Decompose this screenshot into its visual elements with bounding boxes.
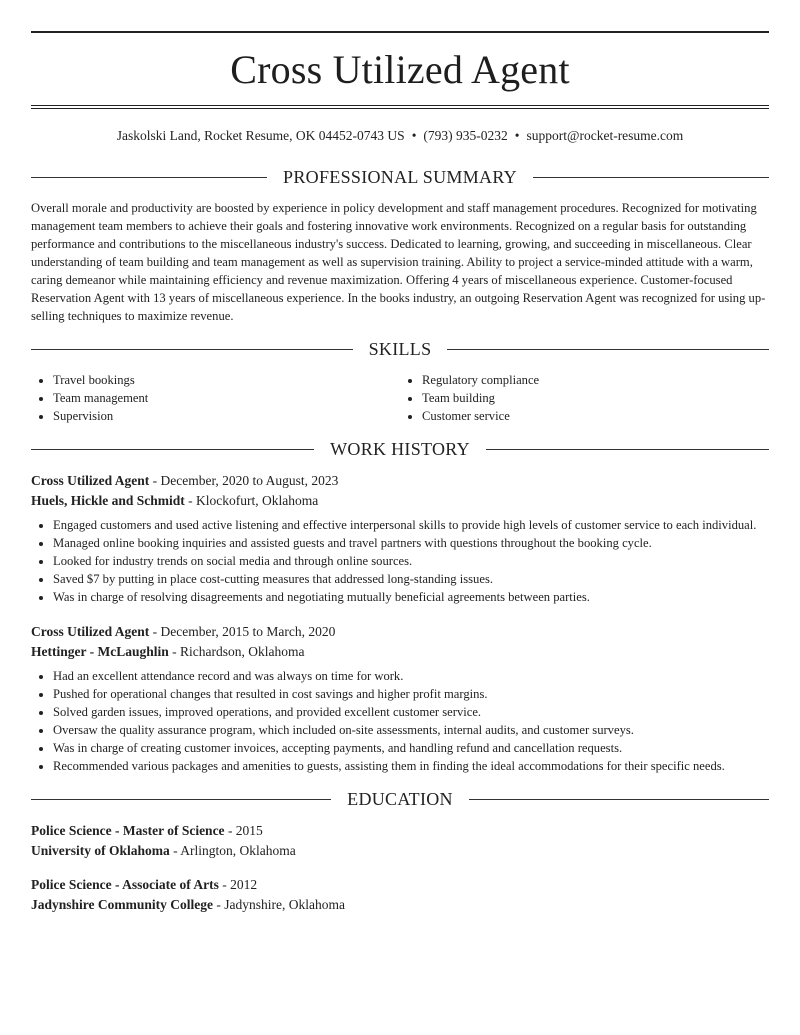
education-school-line: [31, 841, 769, 861]
job-employer: [31, 491, 769, 511]
job-bullet: • Was in charge of creating customer invoices, accepting payments, and handling refund and cancellation requests.: [53, 739, 769, 757]
education-school: University of Oklahoma: [31, 842, 170, 858]
job-employer: [31, 642, 769, 662]
section-header-skills: [31, 337, 769, 361]
job-bullet: • Pushed for operational changes that resulted in cost savings and higher profit margins.: [53, 685, 769, 703]
section-header-summary: [31, 165, 769, 189]
skill-item: • Travel bookings: [53, 371, 400, 389]
section-rule: [31, 349, 353, 350]
resume-page: [31, 0, 769, 914]
double-rule: [31, 105, 769, 109]
job-bullet: • Looked for industry trends on social media and through online sources.: [53, 552, 769, 570]
education-degree-line: [31, 875, 769, 895]
job-bullet: • Engaged customers and used active listening and effective interpersonal skills to provide high levels of customer service to each individual.: [53, 516, 769, 534]
job-dates: - December, 2020 to August, 2023: [149, 473, 339, 488]
skill-item: • Supervision: [53, 407, 400, 425]
education-degree-line: [31, 821, 769, 841]
contact-line: [31, 127, 769, 145]
section-rule: [486, 449, 769, 450]
education-year: - 2015: [224, 823, 263, 838]
education-school-line: [31, 895, 769, 915]
education-school: Jadynshire Community College: [31, 896, 214, 912]
job-location: - Klockofurt, Oklahoma: [184, 492, 319, 508]
summary-text: Overall morale and productivity are boosted by experience in policy development and staff management procedures. Recognized for motivating management team members to achieve their goals and fostering innovative work environments. Recognized on a regular basis for outstanding performance and contributions to the miscellaneous industry's success. Dedicated to learning, growing, and succeeding in miscellaneous. Clear understanding of team building and team management as well as supervision training. Ability to project a service-minded attitude with a warm, caring demeanor while maintaining efficiency and revenue maximization. Offering 4 years of miscellaneous experience. Customer-focused Reservation Agent with 13 years of miscellaneous experience. In the books industry, an outgoing Reservation Agent was recognized for using up-selling techniques to maximize revenue.: [31, 201, 766, 323]
section-title-work: WORK HISTORY: [330, 439, 470, 459]
contact-address: Jaskolski Land, Rocket Resume, OK 04452-0743 US: [116, 128, 405, 143]
contact-phone: (793) 935-0232: [423, 128, 508, 143]
section-header-education: [31, 787, 769, 811]
education-degree: Police Science - Master of Science: [31, 823, 225, 838]
contact-separator: •: [514, 128, 520, 143]
job-company: Huels, Hickle and Schmidt: [31, 492, 185, 508]
job-bullet: • Had an excellent attendance record and was always on time for work.: [53, 667, 769, 685]
job-bullet: • Managed online booking inquiries and assisted guests and travel partners with questions throughout the booking cycle.: [53, 534, 769, 552]
job-bullets: [31, 667, 769, 775]
education-location: - Jadynshire, Oklahoma: [213, 896, 345, 912]
education-degree: Police Science - Associate of Arts: [31, 877, 219, 892]
skills-list: [31, 371, 769, 425]
section-rule: [533, 177, 769, 178]
job-title: Cross Utilized Agent: [31, 473, 150, 488]
job-entry: [31, 622, 769, 775]
skills-column-right: [400, 371, 769, 425]
contact-separator: •: [411, 128, 417, 143]
job-title: Cross Utilized Agent: [31, 624, 150, 639]
skill-item: • Customer service: [422, 407, 769, 425]
job-bullet: • Recommended various packages and amenities to guests, assisting them in finding the ideal accommodations for their specific needs.: [53, 757, 769, 775]
candidate-name: Cross Utilized Agent: [230, 47, 570, 92]
job-bullet: • Saved $7 by putting in place cost-cutting measures that addressed long-standing issues.: [53, 570, 769, 588]
section-rule: [31, 799, 331, 800]
job-bullet: • Was in charge of resolving disagreements and negotiating mutually beneficial agreements between parties.: [53, 588, 769, 606]
skill-item: • Team management: [53, 389, 400, 407]
skills-column-left: [31, 371, 400, 425]
job-heading: [31, 622, 769, 642]
section-header-work: [31, 437, 769, 461]
job-heading: [31, 471, 769, 491]
education-entry: [31, 875, 769, 914]
education-entry: [31, 821, 769, 860]
education-location: - Arlington, Oklahoma: [169, 842, 296, 858]
contact-email: support@rocket-resume.com: [526, 128, 684, 143]
job-location: - Richardson, Oklahoma: [168, 643, 305, 659]
job-bullet: • Oversaw the quality assurance program, which included on-site assessments, internal audits, and customer surveys.: [53, 721, 769, 739]
section-title-summary: PROFESSIONAL SUMMARY: [283, 167, 517, 187]
section-rule: [469, 799, 769, 800]
job-entry: [31, 471, 769, 606]
skill-item: • Regulatory compliance: [422, 371, 769, 389]
section-rule: [447, 349, 769, 350]
education-year: - 2012: [218, 877, 258, 892]
section-title-skills: SKILLS: [368, 339, 432, 359]
job-bullet: • Solved garden issues, improved operations, and provided excellent customer service.: [53, 703, 769, 721]
job-company: Hettinger - McLaughlin: [31, 643, 169, 659]
section-rule: [31, 177, 267, 178]
job-dates: - December, 2015 to March, 2020: [149, 624, 336, 639]
section-rule: [31, 449, 314, 450]
skill-item: • Team building: [422, 389, 769, 407]
job-bullets: [31, 516, 769, 606]
top-rule: [31, 31, 769, 33]
section-title-education: EDUCATION: [347, 789, 453, 809]
